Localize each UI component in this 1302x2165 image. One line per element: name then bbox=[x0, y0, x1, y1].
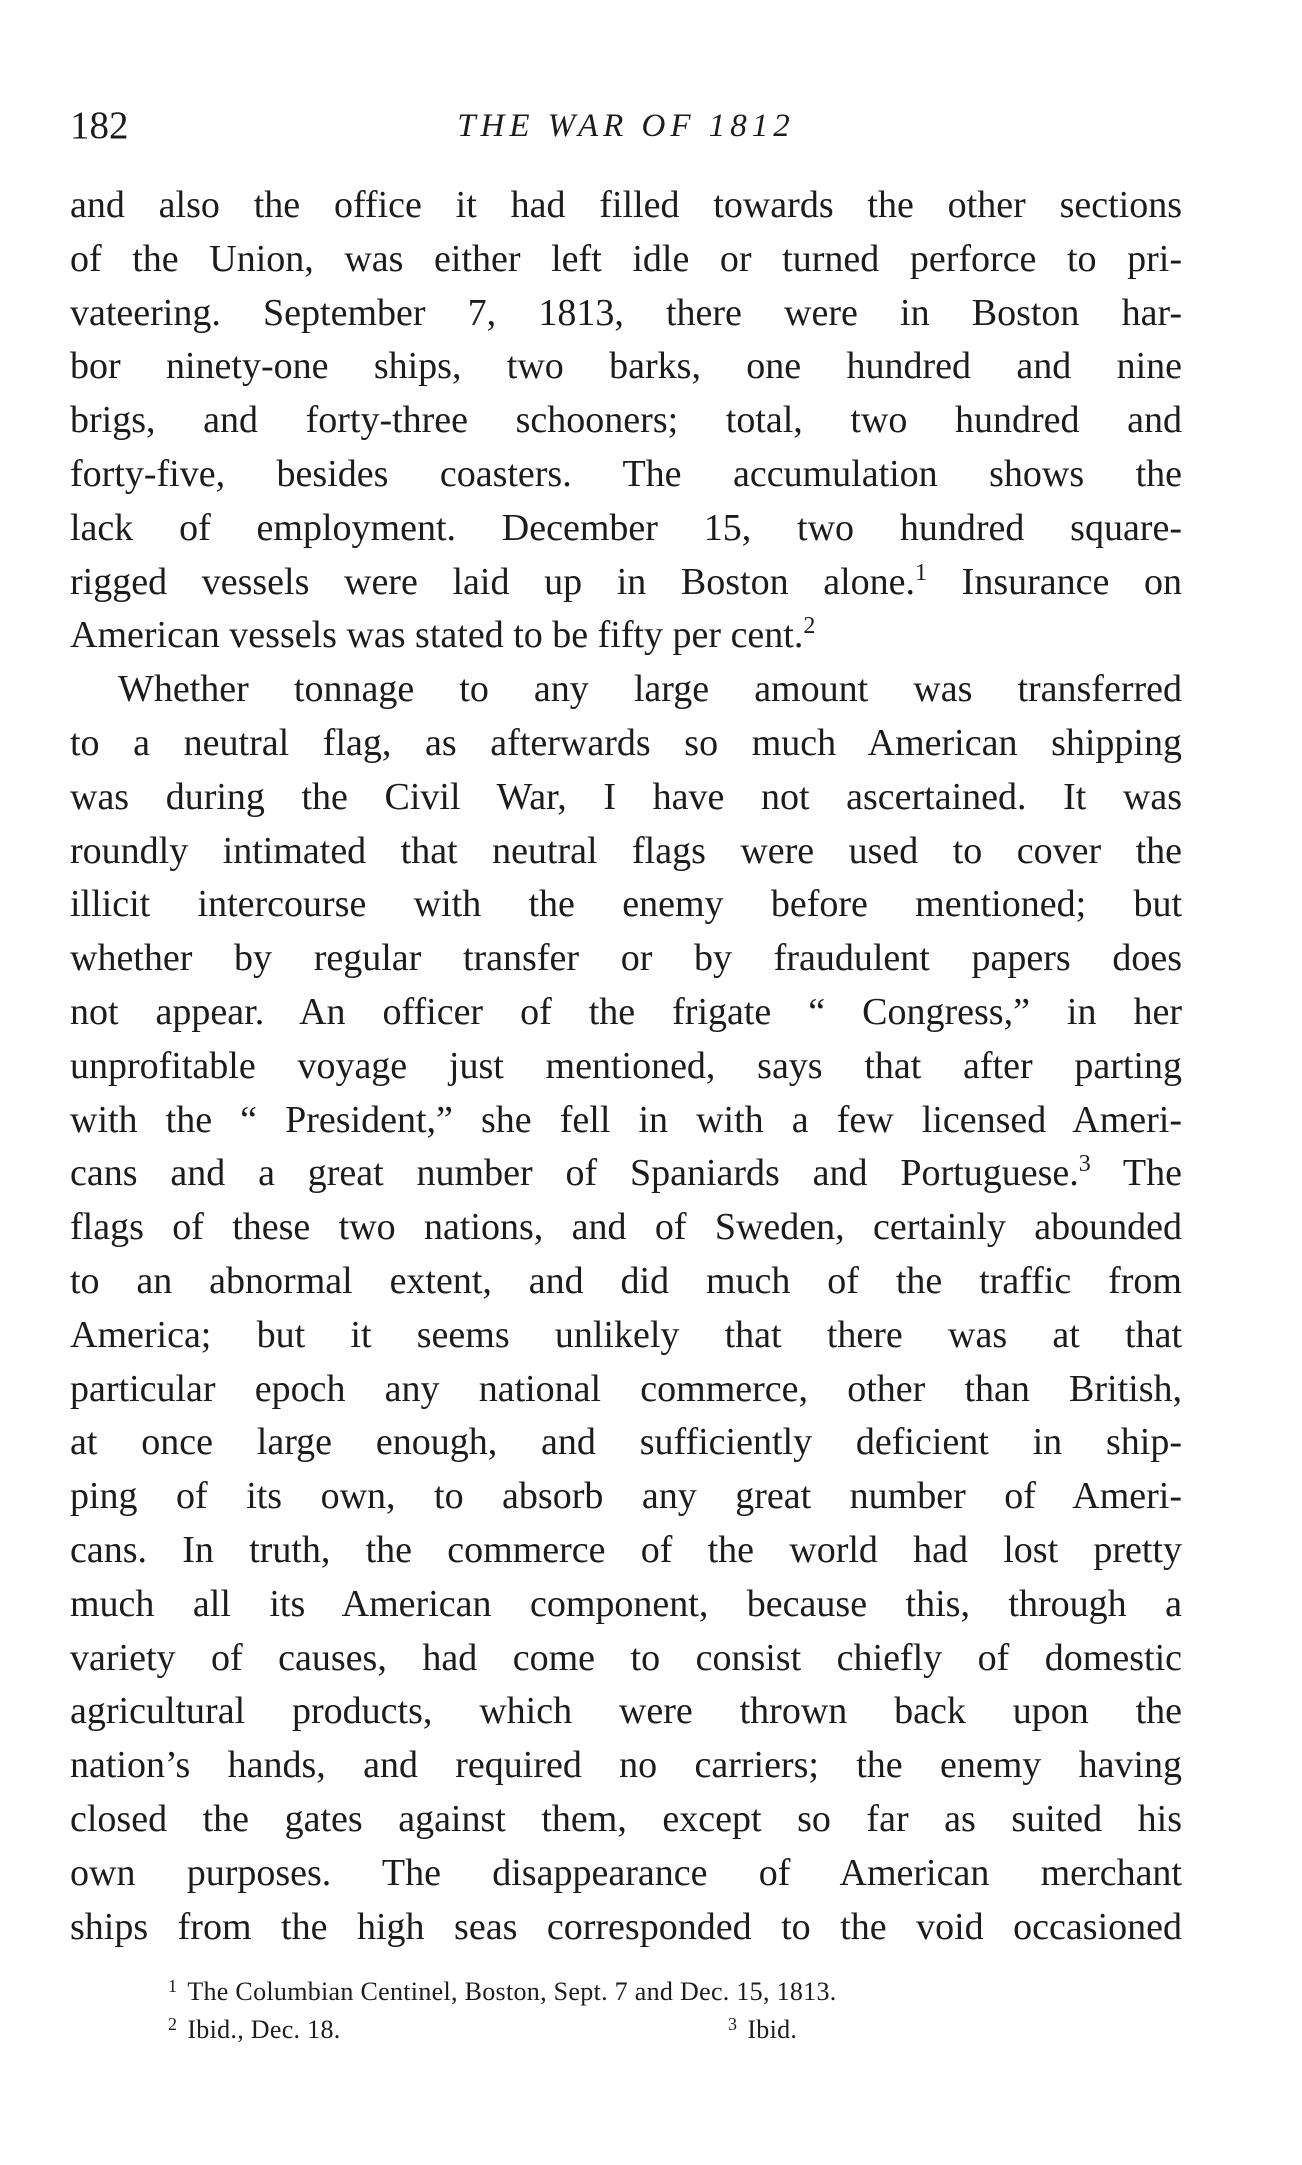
text-line bbox=[70, 1094, 1182, 1148]
footnote-mark-3: 3 bbox=[728, 2014, 738, 2034]
text-line-content: cans and a great number of Spaniards and Portuguese. bbox=[70, 1152, 1079, 1195]
text-line-content: with the “ President,” she fell in with a few licensed Ameri- bbox=[70, 1098, 1182, 1141]
footnote-line-2 bbox=[168, 2011, 1088, 2049]
footnote-3 bbox=[728, 2011, 797, 2049]
body-text bbox=[70, 179, 1182, 1954]
text-line-content: at once large enough, and sufficiently deficient in ship- bbox=[70, 1421, 1182, 1464]
text-line-content: ping of its own, to absorb any great number of Ameri- bbox=[70, 1475, 1182, 1518]
text-line-content: not appear. An officer of the frigate “ Congress,” in her bbox=[70, 990, 1182, 1033]
text-line-content: own purposes. The disappearance of American merchant bbox=[70, 1851, 1182, 1894]
text-line-content: flags of these two nations, and of Sweden, certainly abounded bbox=[70, 1206, 1182, 1249]
text-line bbox=[70, 609, 1182, 663]
footnote-text-1: The Columbian Centinel, Boston, Sept. 7 and Dec. 15, 1813. bbox=[187, 1977, 837, 2006]
text-line bbox=[70, 771, 1182, 825]
running-head: THE WAR OF 1812 bbox=[457, 108, 795, 144]
text-line bbox=[70, 1201, 1182, 1255]
text-line-content: nation’s hands, and required no carriers; the enemy having bbox=[70, 1744, 1182, 1787]
text-line bbox=[70, 502, 1182, 556]
text-line bbox=[70, 1739, 1182, 1793]
text-line bbox=[70, 663, 1182, 717]
text-line bbox=[70, 556, 1182, 610]
text-line bbox=[70, 825, 1182, 879]
text-line-content: to an abnormal extent, and did much of the traffic from bbox=[70, 1259, 1182, 1302]
text-line bbox=[70, 1632, 1182, 1686]
text-line-content: closed the gates against them, except so far as suited his bbox=[70, 1797, 1182, 1840]
text-line bbox=[70, 1901, 1182, 1955]
text-line-content: to a neutral flag, as afterwards so much American shipping bbox=[70, 721, 1182, 764]
text-line bbox=[70, 233, 1182, 287]
text-line-content: particular epoch any national commerce, other than British, bbox=[70, 1367, 1182, 1410]
text-line bbox=[70, 340, 1182, 394]
footnote-reference: 1 bbox=[915, 559, 928, 586]
text-line-content: much all its American component, because this, through a bbox=[70, 1582, 1182, 1625]
text-line bbox=[70, 1847, 1182, 1901]
text-line bbox=[70, 287, 1182, 341]
footnote-line-1 bbox=[168, 1973, 1088, 2011]
text-line-continuation: Insurance on bbox=[927, 560, 1182, 603]
text-line bbox=[70, 448, 1182, 502]
text-line-content: bor ninety-one ships, two barks, one hundred and nine bbox=[70, 345, 1182, 388]
text-line bbox=[70, 1524, 1182, 1578]
text-line bbox=[70, 1255, 1182, 1309]
text-line bbox=[70, 394, 1182, 448]
text-line-content: Whether tonnage to any large amount was transferred bbox=[118, 668, 1182, 711]
page-number: 182 bbox=[70, 104, 129, 147]
text-line-content: vateering. September 7, 1813, there were in Boston har- bbox=[70, 291, 1182, 334]
footnote-text-2: Ibid., Dec. 18. bbox=[187, 2015, 341, 2044]
text-line-content: of the Union, was either left idle or turned perforce to pri- bbox=[70, 237, 1182, 280]
text-line bbox=[70, 1040, 1182, 1094]
text-line bbox=[70, 1416, 1182, 1470]
text-line bbox=[70, 1147, 1182, 1201]
text-line-content: American vessels was stated to be fifty per cent. bbox=[70, 614, 804, 657]
text-line-continuation: The bbox=[1090, 1152, 1182, 1195]
text-line-content: whether by regular transfer or by fraudulent papers does bbox=[70, 937, 1182, 980]
text-line-content: brigs, and forty-three schooners; total, two hundred and bbox=[70, 399, 1182, 442]
text-line-content: roundly intimated that neutral flags were used to cover the bbox=[70, 829, 1182, 872]
footnote-mark-2: 2 bbox=[168, 2014, 178, 2034]
footnote-reference: 3 bbox=[1078, 1151, 1091, 1178]
text-line bbox=[70, 1793, 1182, 1847]
text-line bbox=[70, 986, 1182, 1040]
text-line-content: agricultural products, which were thrown back upon the bbox=[70, 1690, 1182, 1733]
text-line-content: lack of employment. December 15, two hundred square- bbox=[70, 506, 1182, 549]
footnote-mark-1: 1 bbox=[168, 1976, 178, 1996]
text-line-content: and also the office it had filled towards the other sections bbox=[70, 184, 1182, 226]
text-line bbox=[70, 1363, 1182, 1417]
text-line bbox=[70, 1578, 1182, 1632]
text-line bbox=[70, 1309, 1182, 1363]
text-line bbox=[70, 179, 1182, 233]
text-line-content: was during the Civil War, I have not ascertained. It was bbox=[70, 775, 1182, 818]
footnote-reference: 2 bbox=[803, 613, 816, 640]
footnotes bbox=[168, 1973, 1088, 2049]
text-line-content: forty-five, besides coasters. The accumulation shows the bbox=[70, 452, 1182, 495]
text-line-content: illicit intercourse with the enemy before mentioned; but bbox=[70, 883, 1182, 926]
text-line-content: rigged vessels were laid up in Boston alone. bbox=[70, 560, 916, 603]
page-header bbox=[70, 100, 1182, 152]
text-line-content: unprofitable voyage just mentioned, says that after parting bbox=[70, 1044, 1182, 1087]
text-line-content: variety of causes, had come to consist chiefly of domestic bbox=[70, 1636, 1182, 1679]
text-line bbox=[70, 717, 1182, 771]
text-line bbox=[70, 932, 1182, 986]
text-line bbox=[70, 1470, 1182, 1524]
text-line-content: America; but it seems unlikely that there was at that bbox=[70, 1313, 1182, 1356]
footnote-text-3: Ibid. bbox=[747, 2015, 798, 2044]
text-line bbox=[70, 1685, 1182, 1739]
text-line-content: ships from the high seas corresponded to the void occasioned bbox=[70, 1905, 1182, 1948]
text-line bbox=[70, 878, 1182, 932]
text-line-content: cans. In truth, the commerce of the world had lost pretty bbox=[70, 1528, 1182, 1571]
